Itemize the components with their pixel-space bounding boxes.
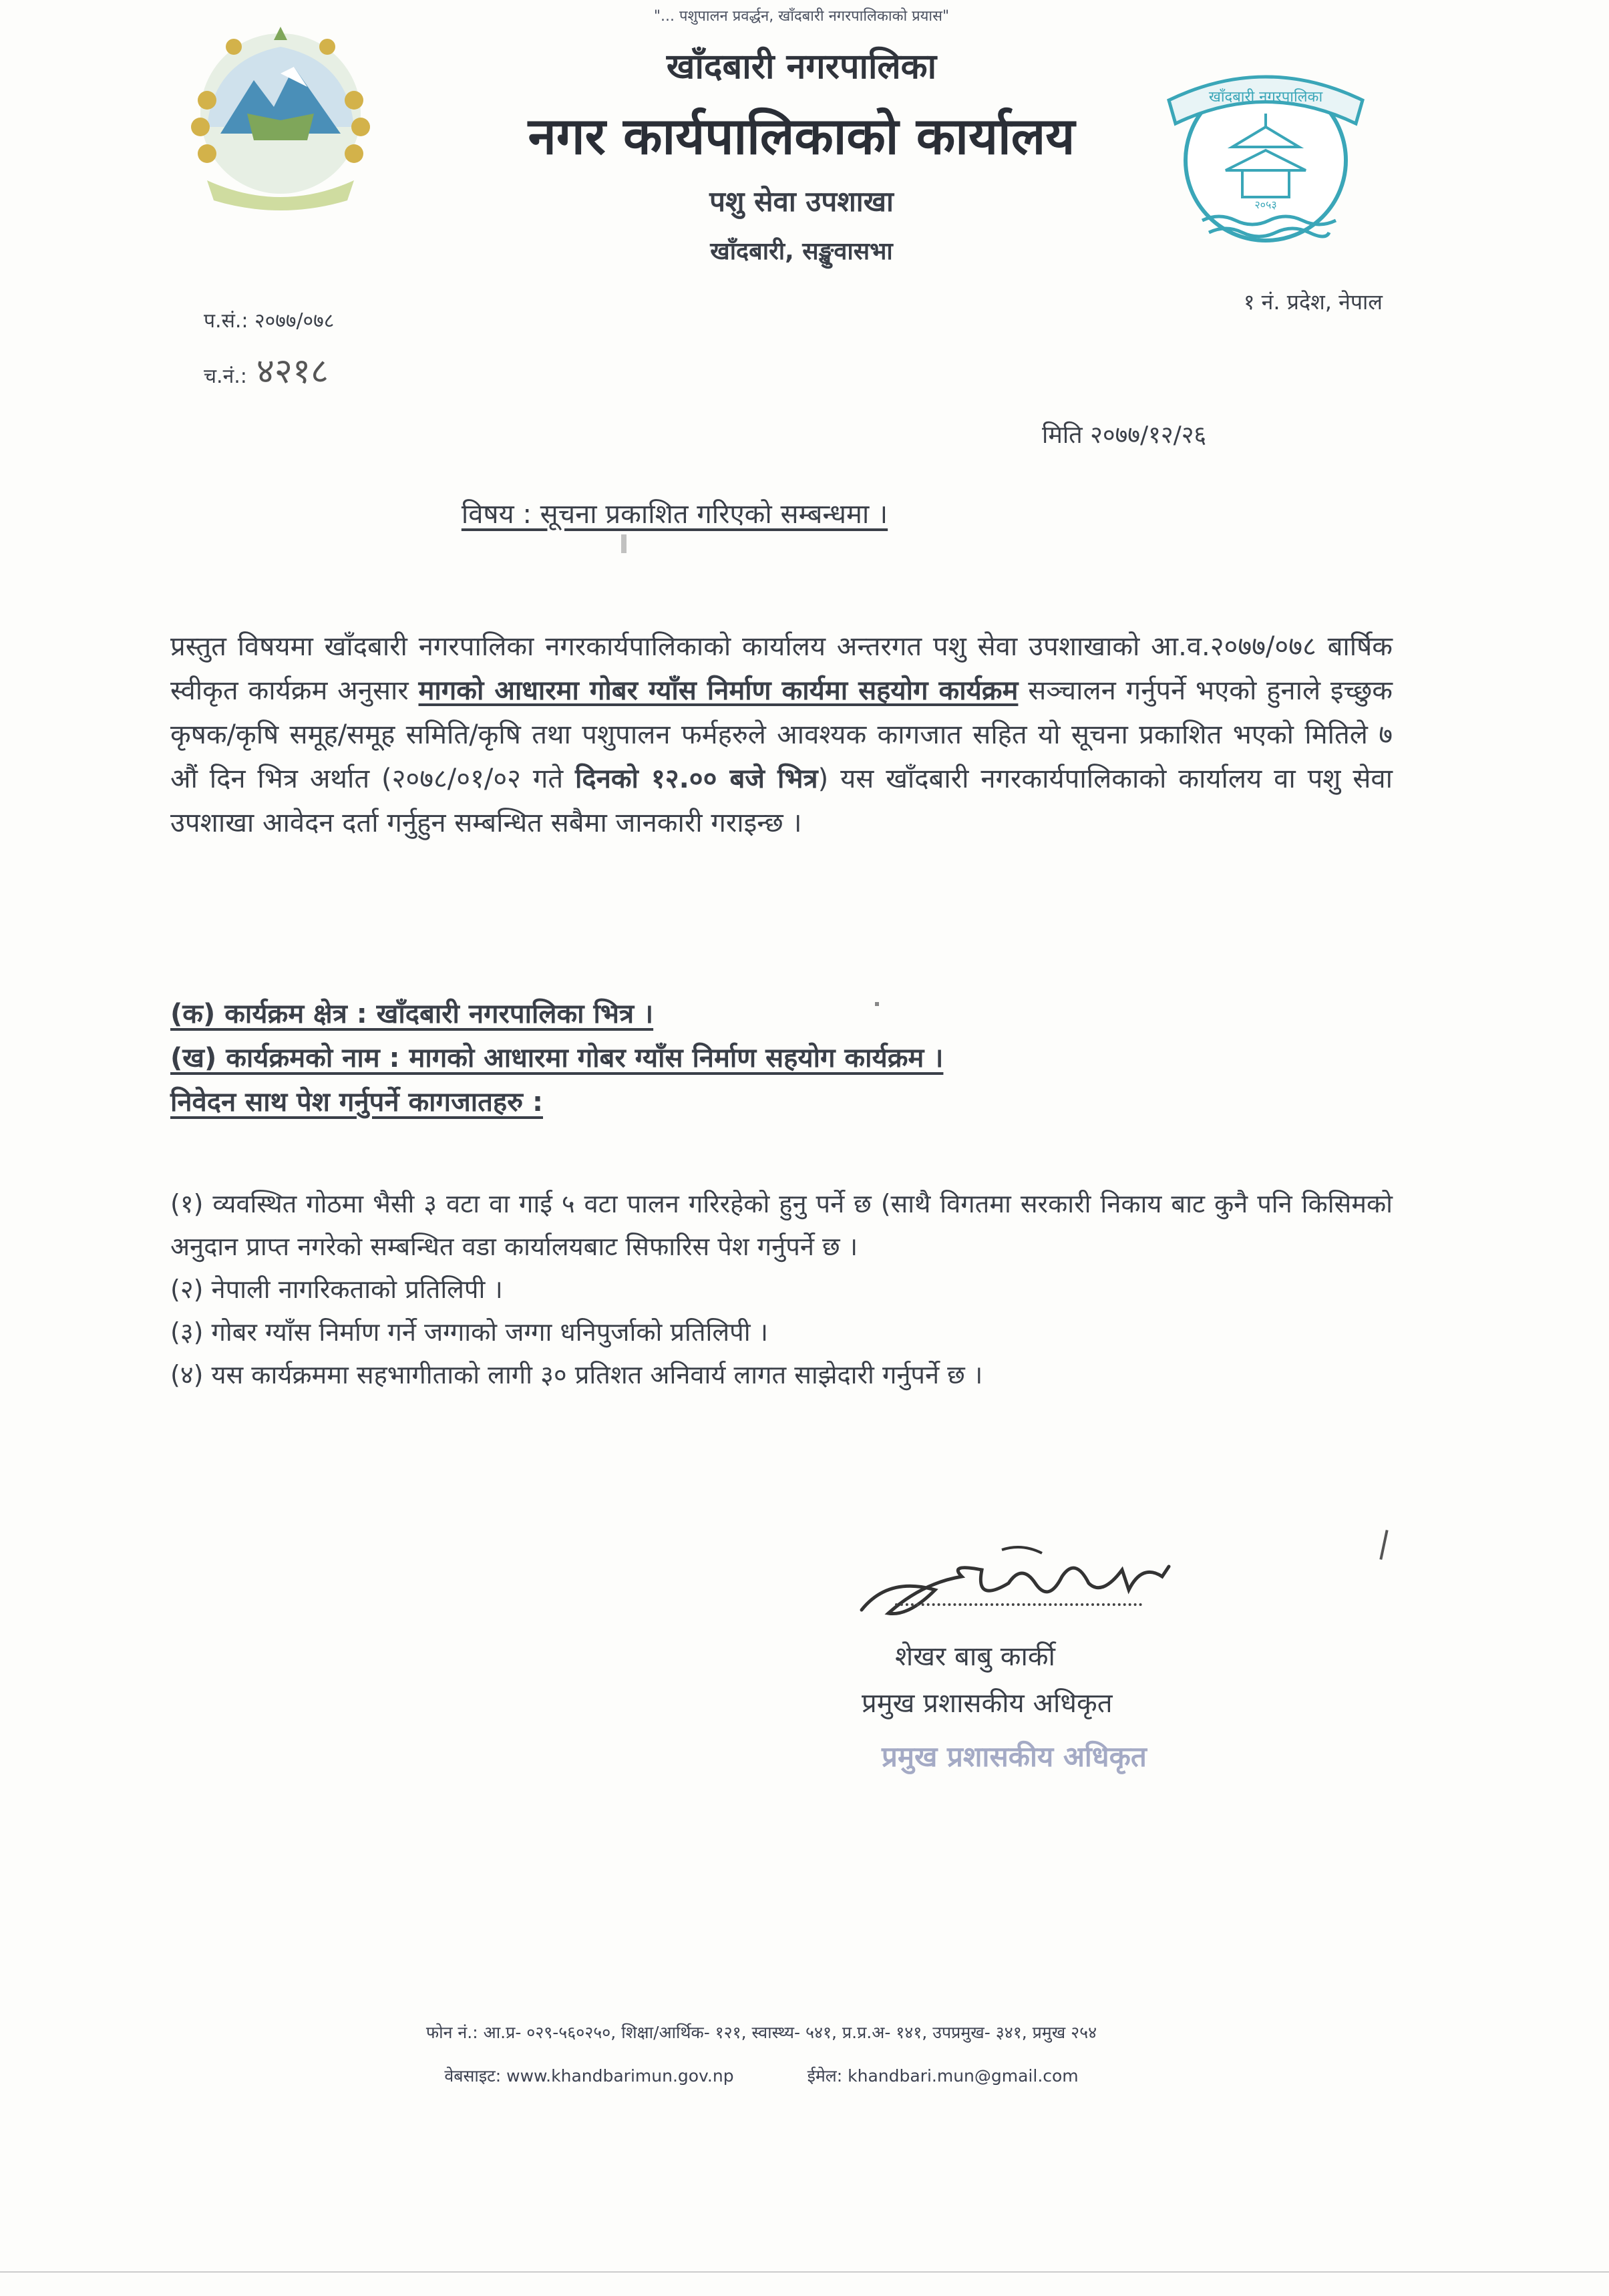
logo-top-text: खाँदबारी नगरपालिका xyxy=(1208,89,1323,106)
signature-line xyxy=(895,1603,1142,1606)
province-label: १ नं. प्रदेश, नेपाल xyxy=(1243,289,1383,315)
docs-heading: निवेदन साथ पेश गर्नुपर्ने कागजातहरु : xyxy=(170,1087,543,1118)
item-name: (ख) कार्यक्रमको नाम : मागको आधारमा गोबर ग्याँस निर्माण सहयोग कार्यक्रम । xyxy=(170,1043,944,1074)
ref-value: २०७७/०७८ xyxy=(254,309,335,333)
chalani-value: ४२१८ xyxy=(256,351,329,391)
para-part1: प्रस्तुत विषयमा खाँदबारी नगरपालिका नगरकार्यपालिकाको कार्यालय अन्तरगत पशु सेवा उपशाखाको आ.व.२०७७/०७८ बार्षिक स्वीकृत कार्यक्रम अनुसार xyxy=(170,631,1393,706)
footer-email: ईमेल: khandbari.mun@gmail.com xyxy=(807,2066,1079,2086)
requirements-list xyxy=(170,1182,1393,1396)
logo-year: २०५३ xyxy=(1254,198,1277,211)
nepal-emblem-icon xyxy=(180,20,381,214)
body-paragraph xyxy=(170,625,1393,845)
footer-website: वेबसाइट: www.khandbarimun.gov.np xyxy=(444,2066,734,2086)
slogan: "... पशुपालन प्रवर्द्धन, खाँदबारी नगरपालिकाको प्रयास" xyxy=(653,8,950,25)
subject-line xyxy=(374,494,975,531)
letter-date: मिति २०७७/१२/२६ xyxy=(1042,422,1207,449)
office-address: खाँदबारी, सङ्खुवासभा xyxy=(710,238,893,265)
handwritten-signature xyxy=(848,1536,1236,1637)
requirement-3: (३) गोबर ग्याँस निर्माण गर्ने जग्गाको जग्गा धनिपुर्जाको प्रतिलिपी । xyxy=(170,1317,769,1347)
requirement-4: (४) यस कार्यक्रममा सहभागीताको लागी ३० प्रतिशत अनिवार्य लागत साझेदारी गर्नुपर्ने छ । xyxy=(170,1360,983,1389)
municipality-name: खाँदबारी नगरपालिका xyxy=(666,47,937,87)
ref-label: प.सं.: xyxy=(204,309,248,333)
signer-name: शेखर बाबु कार्की xyxy=(895,1641,1055,1672)
subject-text: विषय : सूचना प्रकाशित गरिएको सम्बन्धमा । xyxy=(461,499,888,530)
reference-number xyxy=(204,306,334,333)
municipality-logo-icon xyxy=(1155,60,1376,254)
requirement-1: (१) व्यवस्थित गोठमा भैसी ३ वटा वा गाई ५ वटा पालन गरिरहेको हुनु पर्ने छ (साथै विगतमा सरकारी निकाय बाट कुनै पनि किसिमको अनुदान प्राप्त नगरेको सम्बन्धित वडा कार्यालयबाट सिफारिस पेश गर्नुपर्ने छ । xyxy=(170,1189,1393,1261)
footer-contact xyxy=(294,2064,1229,2087)
program-details xyxy=(170,992,1373,1124)
dispatch-number xyxy=(204,346,329,393)
designation-stamp: प्रमुख प्रशासकीय अधिकृत xyxy=(882,1740,1147,1773)
office-name: नगर कार्यपालिकाको कार्यालय xyxy=(528,106,1075,166)
chalani-label: च.नं.: xyxy=(204,365,247,388)
para-deadline: दिनको १२.०० बजे भित्र xyxy=(575,764,818,794)
item-area: (क) कार्यक्रम क्षेत्र : खाँदबारी नगरपालिका भित्र । xyxy=(170,999,654,1029)
scan-mark-slash xyxy=(1379,1530,1388,1560)
footer-phone: फोन नं.: आ.प्र- ०२९-५६०२५०, शिक्षा/आर्थिक- १२१, स्वास्थ्य- ५४१, प्र.प्र.अ- १४१, उपप्रमुख- ३४१, प्रमुख २५४ xyxy=(425,2023,1097,2042)
signer-designation: प्रमुख प्रशासकीय अधिकृत xyxy=(862,1688,1113,1719)
para-program: मागको आधारमा गोबर ग्याँस निर्माण कार्यमा सहयोग कार्यक्रम xyxy=(418,675,1019,706)
requirement-2: (२) नेपाली नागरिकताको प्रतिलिपी । xyxy=(170,1275,503,1304)
page-bottom-rule xyxy=(0,2271,1609,2273)
para-part3: ) यस खाँदबारी नगरकार्यपालिकाको कार्यालय वा पशु सेवा उपशाखा आवेदन दर्ता गर्नुहुन सम्बन्धित सबैमा जानकारी गराइन्छ । xyxy=(170,764,1393,838)
scan-dot xyxy=(875,1002,879,1006)
scan-mark xyxy=(621,534,627,553)
para-part2: सञ्चालन गर्नुपर्ने भएको हुनाले इच्छुक कृषक/कृषि समूह/समूह समिति/कृषि तथा पशुपालन फर्महरुले आवश्यक कागजात सहित यो सूचना प्रकाशित भएको मितिले ७ औं दिन भित्र अर्थात (२०७८/०१/०२ गते xyxy=(170,675,1393,794)
section-name: पशु सेवा उपशाखा xyxy=(709,185,894,218)
